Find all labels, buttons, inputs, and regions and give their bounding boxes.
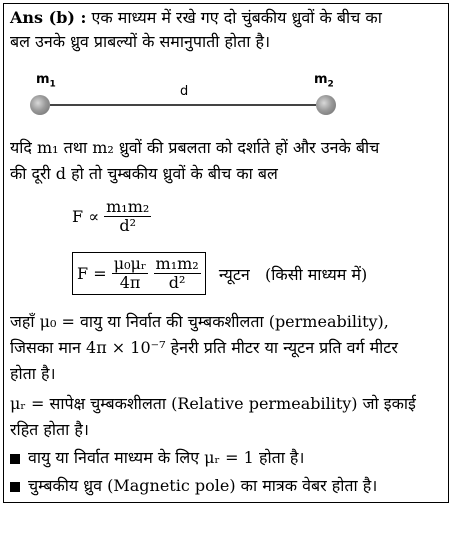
para3-line-1: μᵣ = सापेक्ष चुम्बकशीलता (Relative permeability) जो इकाई bbox=[10, 394, 416, 413]
proportionality-formula: F ∝ $\frac{\text{m₁m₂}}{\text{d²}}$ bbox=[72, 197, 150, 235]
distance-line bbox=[50, 104, 316, 106]
answer-label: Ans (b) : bbox=[10, 8, 87, 27]
pole-m1 bbox=[30, 95, 50, 115]
force-unit: न्यूटन (किसी माध्यम में) bbox=[218, 264, 368, 284]
para1-line-2: की दूरी d हो तो चुम्बकीय ध्रुवों के बीच का बल bbox=[10, 164, 278, 183]
m1-label: $m_1$ bbox=[36, 72, 56, 90]
para2-line-3: होता है। bbox=[10, 364, 56, 383]
m2-label: $m_2$ bbox=[314, 72, 334, 90]
para3-line-2: रहित होता है। bbox=[10, 420, 89, 439]
answer-line-2: बल उनके ध्रुव प्राबल्यों के समानुपाती होता है। bbox=[10, 32, 271, 51]
answer-line-1 bbox=[10, 8, 382, 28]
pole-m2 bbox=[316, 95, 336, 115]
bullet-item-2: चुम्बकीय ध्रुव (Magnetic pole) का मात्रक वेबर होता है। bbox=[10, 476, 377, 496]
bullet-item-1: वायु या निर्वात माध्यम के लिए μᵣ = 1 होता है। bbox=[10, 448, 305, 468]
bullet-square-icon bbox=[10, 454, 20, 464]
para1-line-1: यदि m₁ तथा m₂ ध्रुवों की प्रबलता को दर्शाते हों और उनके बीच bbox=[10, 138, 380, 157]
para2-line-1: जहाँ μ₀ = वायु या निर्वात की चुम्बकशीलता (permeability), bbox=[10, 312, 389, 331]
answer-text-1: एक माध्यम में रखे गए दो चुंबकीय ध्रुवों के बीच का bbox=[86, 8, 382, 27]
para2-line-2: जिसका मान 4π × 10⁻⁷ हेनरी प्रति मीटर या न्यूटन प्रति वर्ग मीटर bbox=[10, 338, 398, 357]
distance-label: d bbox=[180, 84, 189, 99]
force-formula-box: F = $\frac{\text{μ₀μᵣ}}{4\pi}$ $\frac{\text{m₁m₂}}{\text{d²}}$ bbox=[72, 252, 206, 295]
bullet-square-icon bbox=[10, 482, 20, 492]
answer-panel bbox=[3, 3, 449, 503]
force-formula bbox=[72, 252, 367, 295]
